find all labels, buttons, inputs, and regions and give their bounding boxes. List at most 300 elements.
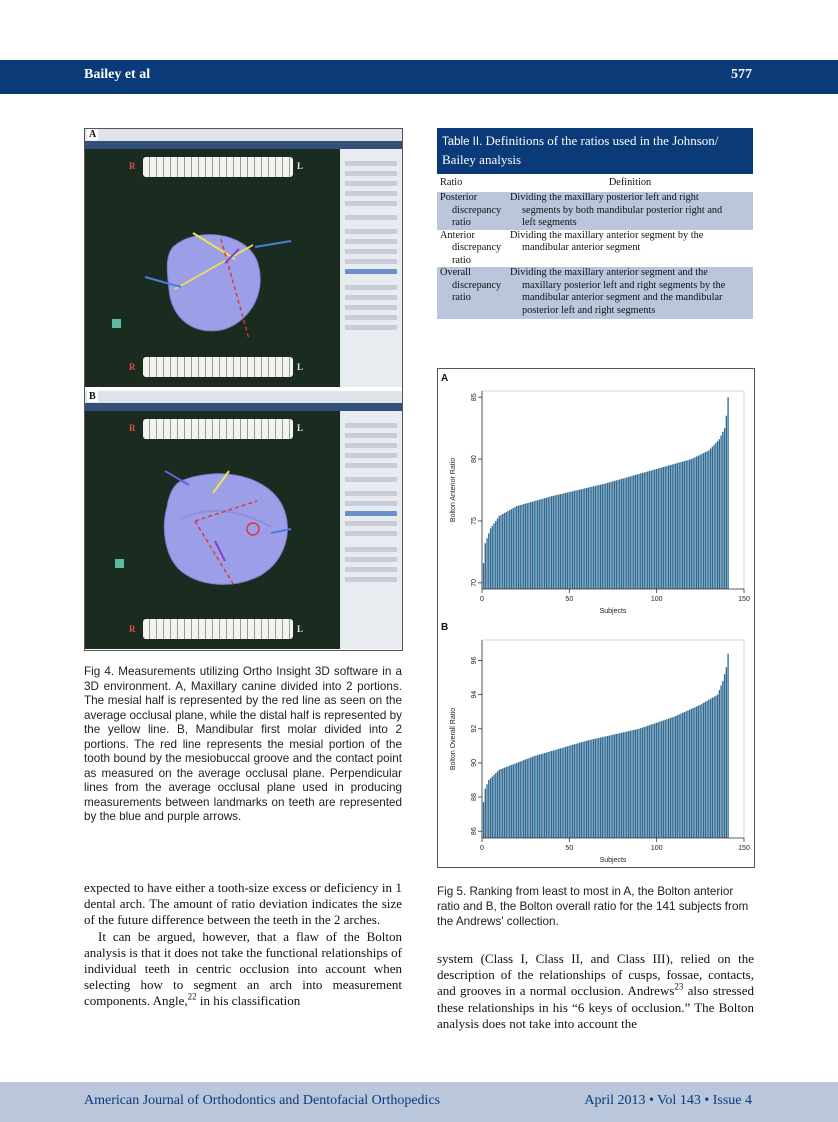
paragraph-text: in his classification [196,993,301,1009]
bar [497,771,498,838]
bar [685,461,686,589]
bar [523,504,524,589]
bar [500,515,501,589]
bar [637,474,638,589]
table-2 [437,128,753,319]
bar [511,509,512,589]
bar [525,759,526,838]
bar [563,493,564,589]
y-tick-label: 90 [471,758,478,767]
bar [668,466,669,590]
definition-line: left segments [522,217,577,228]
definition-line: posterior left and right segments [522,304,656,316]
bar [542,754,543,838]
bar [715,696,716,838]
fig4-caption: Fig 4. Measurements utilizing Ortho Insight 3D software in a 3D environment. A, Maxillary canine divided into 2 portions. The mesial half is represented by the red line as seen on the average occlusal plane, while the distal half is represented by the yellow line. B, Mandibular first molar divided into 2 portions. The red line represents the mesial portion of the tooth bound by the mesiobuccal groove and the contact point as measured on the average occlusal plane. Perpendicular lines from the average occlusal plane used in producing measurements between landmarks on teeth are represented by the blue and purple arrows. [84,665,402,823]
canine-3d-model [85,149,340,387]
bar [493,523,494,589]
bar [572,491,573,589]
y-tick-label: 70 [471,578,478,587]
bar [581,742,582,838]
bar [548,497,549,589]
bar [677,715,678,838]
bar [656,723,657,838]
bar [528,503,529,589]
bar [525,504,526,589]
bar [603,737,604,838]
definition-line: maxillary posterior left and right segments by the [522,279,726,291]
left-side-label-lower: L [297,362,304,372]
x-tick-label: 0 [480,596,484,603]
journal-name: American Journal of Orthodontics and Dentofacial Orthopedics [84,1093,441,1108]
bar [521,761,522,838]
definition-line: Dividing the maxillary anterior segment and the [510,267,708,278]
bar [537,500,538,589]
y-axis-label: Bolton Overall Ratio [450,707,457,771]
bar [551,751,552,838]
bar [694,707,695,838]
bar [689,460,690,589]
panel-label: B [441,622,449,633]
bar [520,762,521,838]
page-header [0,60,838,94]
bar [706,701,707,838]
bar [637,729,638,838]
bar [624,478,625,589]
bar [668,719,669,838]
bar [727,654,728,838]
bar [504,768,505,838]
bar [692,708,693,838]
bar [628,477,629,589]
bar [499,770,500,838]
bar [672,717,673,838]
bar [623,478,624,589]
table-row [437,267,753,319]
bar [679,463,680,589]
bar [642,728,643,838]
x-axis-label: Subjects [599,608,627,615]
bar [621,733,622,838]
bar [614,734,615,838]
fig4-panel-b-label: B [89,391,96,402]
bar [541,499,542,589]
bar [535,501,536,589]
bar [691,709,692,838]
bar [679,714,680,838]
bar [712,698,713,838]
chart-bolton-overall [438,618,754,867]
bar [584,488,585,589]
bar [626,732,627,838]
table-label: Table II. [442,136,483,148]
bar [713,445,714,589]
figure-4 [84,128,403,651]
bar [565,747,566,838]
bar [696,456,697,589]
bar [712,447,713,589]
bar [645,726,646,838]
bar [638,729,639,838]
bar [638,474,639,589]
ratio-line: ratio [452,254,471,266]
bar [644,472,645,589]
bar [680,462,681,589]
bar [649,725,650,838]
bar [612,481,613,589]
bar [560,494,561,589]
bar [589,487,590,589]
bar [548,752,549,838]
fig4-panel-a [85,129,402,387]
bar [726,667,727,838]
software-viewport [85,149,340,387]
bar [572,745,573,838]
bar [568,746,569,838]
bar [654,469,655,589]
bar [640,473,641,589]
bar [645,472,646,589]
left-side-label: L [297,161,304,171]
bar [539,755,540,838]
bar [549,497,550,589]
table-title-text: Definitions of the ratios used in the Johnson/ Bailey analysis [442,133,719,167]
bar [658,722,659,838]
bar [607,483,608,589]
bar [609,482,610,589]
bar [684,712,685,838]
ratio-cell [437,267,507,319]
fig4-panel-b [85,391,402,649]
y-tick-label: 96 [471,656,478,665]
bar [675,464,676,589]
bar [568,492,569,589]
bar [670,465,671,589]
x-tick-label: 150 [738,845,750,852]
bar [710,449,711,589]
bar [507,766,508,838]
bar [672,465,673,589]
bar [665,466,666,589]
bar [544,753,545,838]
bar [661,721,662,838]
bar [534,501,535,589]
bar [659,468,660,589]
bar [631,476,632,589]
bar [509,766,510,838]
bar [619,733,620,838]
definition-cell [507,192,753,230]
ratio-line: Anterior [440,229,475,241]
paragraph: expected to have either a tooth-size excess or deficiency in 1 dental arch. The amount of ratio deviation indicates the size of the future difference between the teeth in the 2 arches. [84,880,402,928]
bar [640,728,641,838]
bar [720,436,721,589]
bar [518,762,519,838]
bar [715,443,716,589]
ratio-line: discrepancy [452,279,502,291]
table-row [437,192,753,230]
bar [514,507,515,589]
bar [586,741,587,838]
bar [651,470,652,589]
x-tick-label: 100 [650,845,663,852]
bar [502,768,503,838]
definition-line: segments by both mandibular posterior right and [522,204,723,216]
bar [516,506,517,589]
column-header-ratio: Ratio [440,176,463,188]
bar [553,750,554,838]
bar [691,459,692,589]
bar [694,457,695,589]
bar [593,486,594,589]
bar [658,468,659,589]
bar [596,738,597,838]
y-tick-label: 86 [471,827,478,836]
bar [502,514,503,589]
ratio-line: discrepancy [452,242,502,253]
bar [719,439,720,589]
bar [644,727,645,838]
bar [651,725,652,838]
bar [581,489,582,589]
bar [603,484,604,589]
software-viewport [85,411,340,649]
bar [727,397,728,589]
bar [673,717,674,838]
bar [532,502,533,589]
page-number: 577 [731,67,752,82]
bar [579,490,580,589]
bar [610,482,611,589]
bar [492,526,493,589]
bar [600,738,601,838]
y-tick-label: 92 [471,724,478,733]
bar [705,702,706,838]
bar [624,732,625,838]
bar [570,492,571,589]
bar [717,441,718,589]
bar [549,751,550,838]
bar [710,699,711,838]
bar [708,450,709,589]
bar [626,477,627,589]
bar [575,490,576,589]
bar [696,706,697,838]
fig4-panel-a-label: A [89,129,97,140]
bar [649,471,650,589]
bar [647,471,648,589]
bar [593,739,594,838]
ratio-cell [437,192,507,230]
bar [541,754,542,838]
bar [633,475,634,589]
ratio-line: ratio [452,217,471,228]
bar [493,775,494,838]
ratio-definitions-table [437,174,753,319]
bar [633,730,634,838]
bar [724,428,725,589]
definition-cell [507,267,753,319]
bar [528,758,529,838]
bar [539,500,540,589]
bar [579,743,580,838]
bar [574,491,575,589]
bar [551,496,552,589]
running-authors: Bailey et al [84,67,151,82]
x-tick-label: 0 [480,845,484,852]
ratio-line: ratio [452,292,471,303]
bar [490,528,491,589]
bar [614,481,615,589]
bar [635,730,636,838]
bar [661,467,662,589]
bar [717,695,718,838]
bar [630,731,631,838]
bar [623,732,624,838]
software-titlebar [85,403,402,411]
bar [607,736,608,838]
bar [602,737,603,838]
body-text-left-column [84,880,402,1010]
paragraph-text: system (Class I, Class II, and Class III), relied on the description of the relationships of cusps, fossae, contacts, and grooves in a normal occlusion. Andrews [437,951,754,999]
fig5-caption: Fig 5. Ranking from least to most in A, the Bolton anterior ratio and B, the Bolton overall ratio for the 141 subjects from the Andrews' collection. [437,885,749,928]
bar [514,764,515,838]
bar [588,740,589,838]
bar [509,510,510,589]
bar [631,730,632,838]
bar [577,490,578,589]
bar [726,416,727,589]
bar [516,763,517,838]
definition-line: mandibular anterior segment [522,242,641,253]
bar [591,740,592,838]
ratio-line: discrepancy [452,204,502,216]
bar [488,533,489,589]
bar [722,432,723,589]
bar [565,493,566,589]
bar [698,456,699,589]
definition-cell [507,230,753,268]
bar [483,563,484,589]
table-title [437,128,753,174]
bar [724,674,725,838]
bar [511,765,512,838]
bar [523,760,524,838]
y-tick-label: 80 [471,455,478,463]
bar [612,735,613,838]
left-side-label: L [297,423,304,433]
bar [488,780,489,838]
bar [513,764,514,838]
paragraph [84,929,402,1010]
bar [595,739,596,838]
definition-line: Dividing the maxillary posterior left and right [510,192,699,203]
bar [486,538,487,589]
bar [483,802,484,838]
bar [677,463,678,589]
bar [687,710,688,838]
bar [553,496,554,589]
bar [567,746,568,838]
bar [527,759,528,838]
bar [610,735,611,838]
bar [535,756,536,838]
ratio-line: Posterior [440,192,478,203]
software-titlebar [85,141,402,149]
bar [699,705,700,838]
bar [490,778,491,838]
bar [708,700,709,838]
reference-mark: 23 [674,982,684,993]
bar [698,706,699,838]
bar [506,767,507,838]
figure-5 [437,368,755,868]
bar [495,773,496,838]
bar [570,745,571,838]
bar [701,454,702,589]
bar [591,487,592,589]
paragraph-text: It can be argued, however, that a flaw of the Bolton analysis is that it does not take the functional relationships of individual teeth in centric occlusion into account when selecting how to segment an arch into measurement components. Angle, [84,928,402,1009]
bar [507,511,508,589]
molar-3d-model [85,411,340,649]
bar [635,475,636,589]
bar [720,686,721,838]
chart-bolton-anterior [438,369,754,618]
bar [652,470,653,589]
bar [527,503,528,589]
y-tick-label: 85 [471,393,478,402]
right-side-label: R [129,161,136,171]
bar [558,495,559,589]
x-tick-label: 100 [650,596,663,603]
bar [616,734,617,838]
bar [554,750,555,838]
bar [574,744,575,838]
bar [682,462,683,589]
bar [666,719,667,838]
software-side-panel [341,411,402,649]
bar [665,720,666,838]
page-footer [0,1082,838,1122]
bar [689,710,690,838]
bar [663,720,664,838]
bar [619,479,620,589]
bar [518,506,519,589]
bar [497,518,498,589]
ratio-line: Overall [440,267,471,278]
bar [542,499,543,589]
bar [575,744,576,838]
bar [586,488,587,589]
x-tick-label: 150 [738,596,750,603]
bar [705,452,706,589]
bar [485,543,486,589]
bar [722,681,723,838]
ratio-cell [437,230,507,268]
bar [582,489,583,589]
bar [628,731,629,838]
bar [617,734,618,838]
software-side-panel [341,149,402,387]
bar [609,736,610,838]
x-tick-label: 50 [565,845,574,852]
bar [713,697,714,838]
bar [563,747,564,838]
bar [670,718,671,838]
bar [582,742,583,838]
bar [692,458,693,589]
bar [520,505,521,589]
